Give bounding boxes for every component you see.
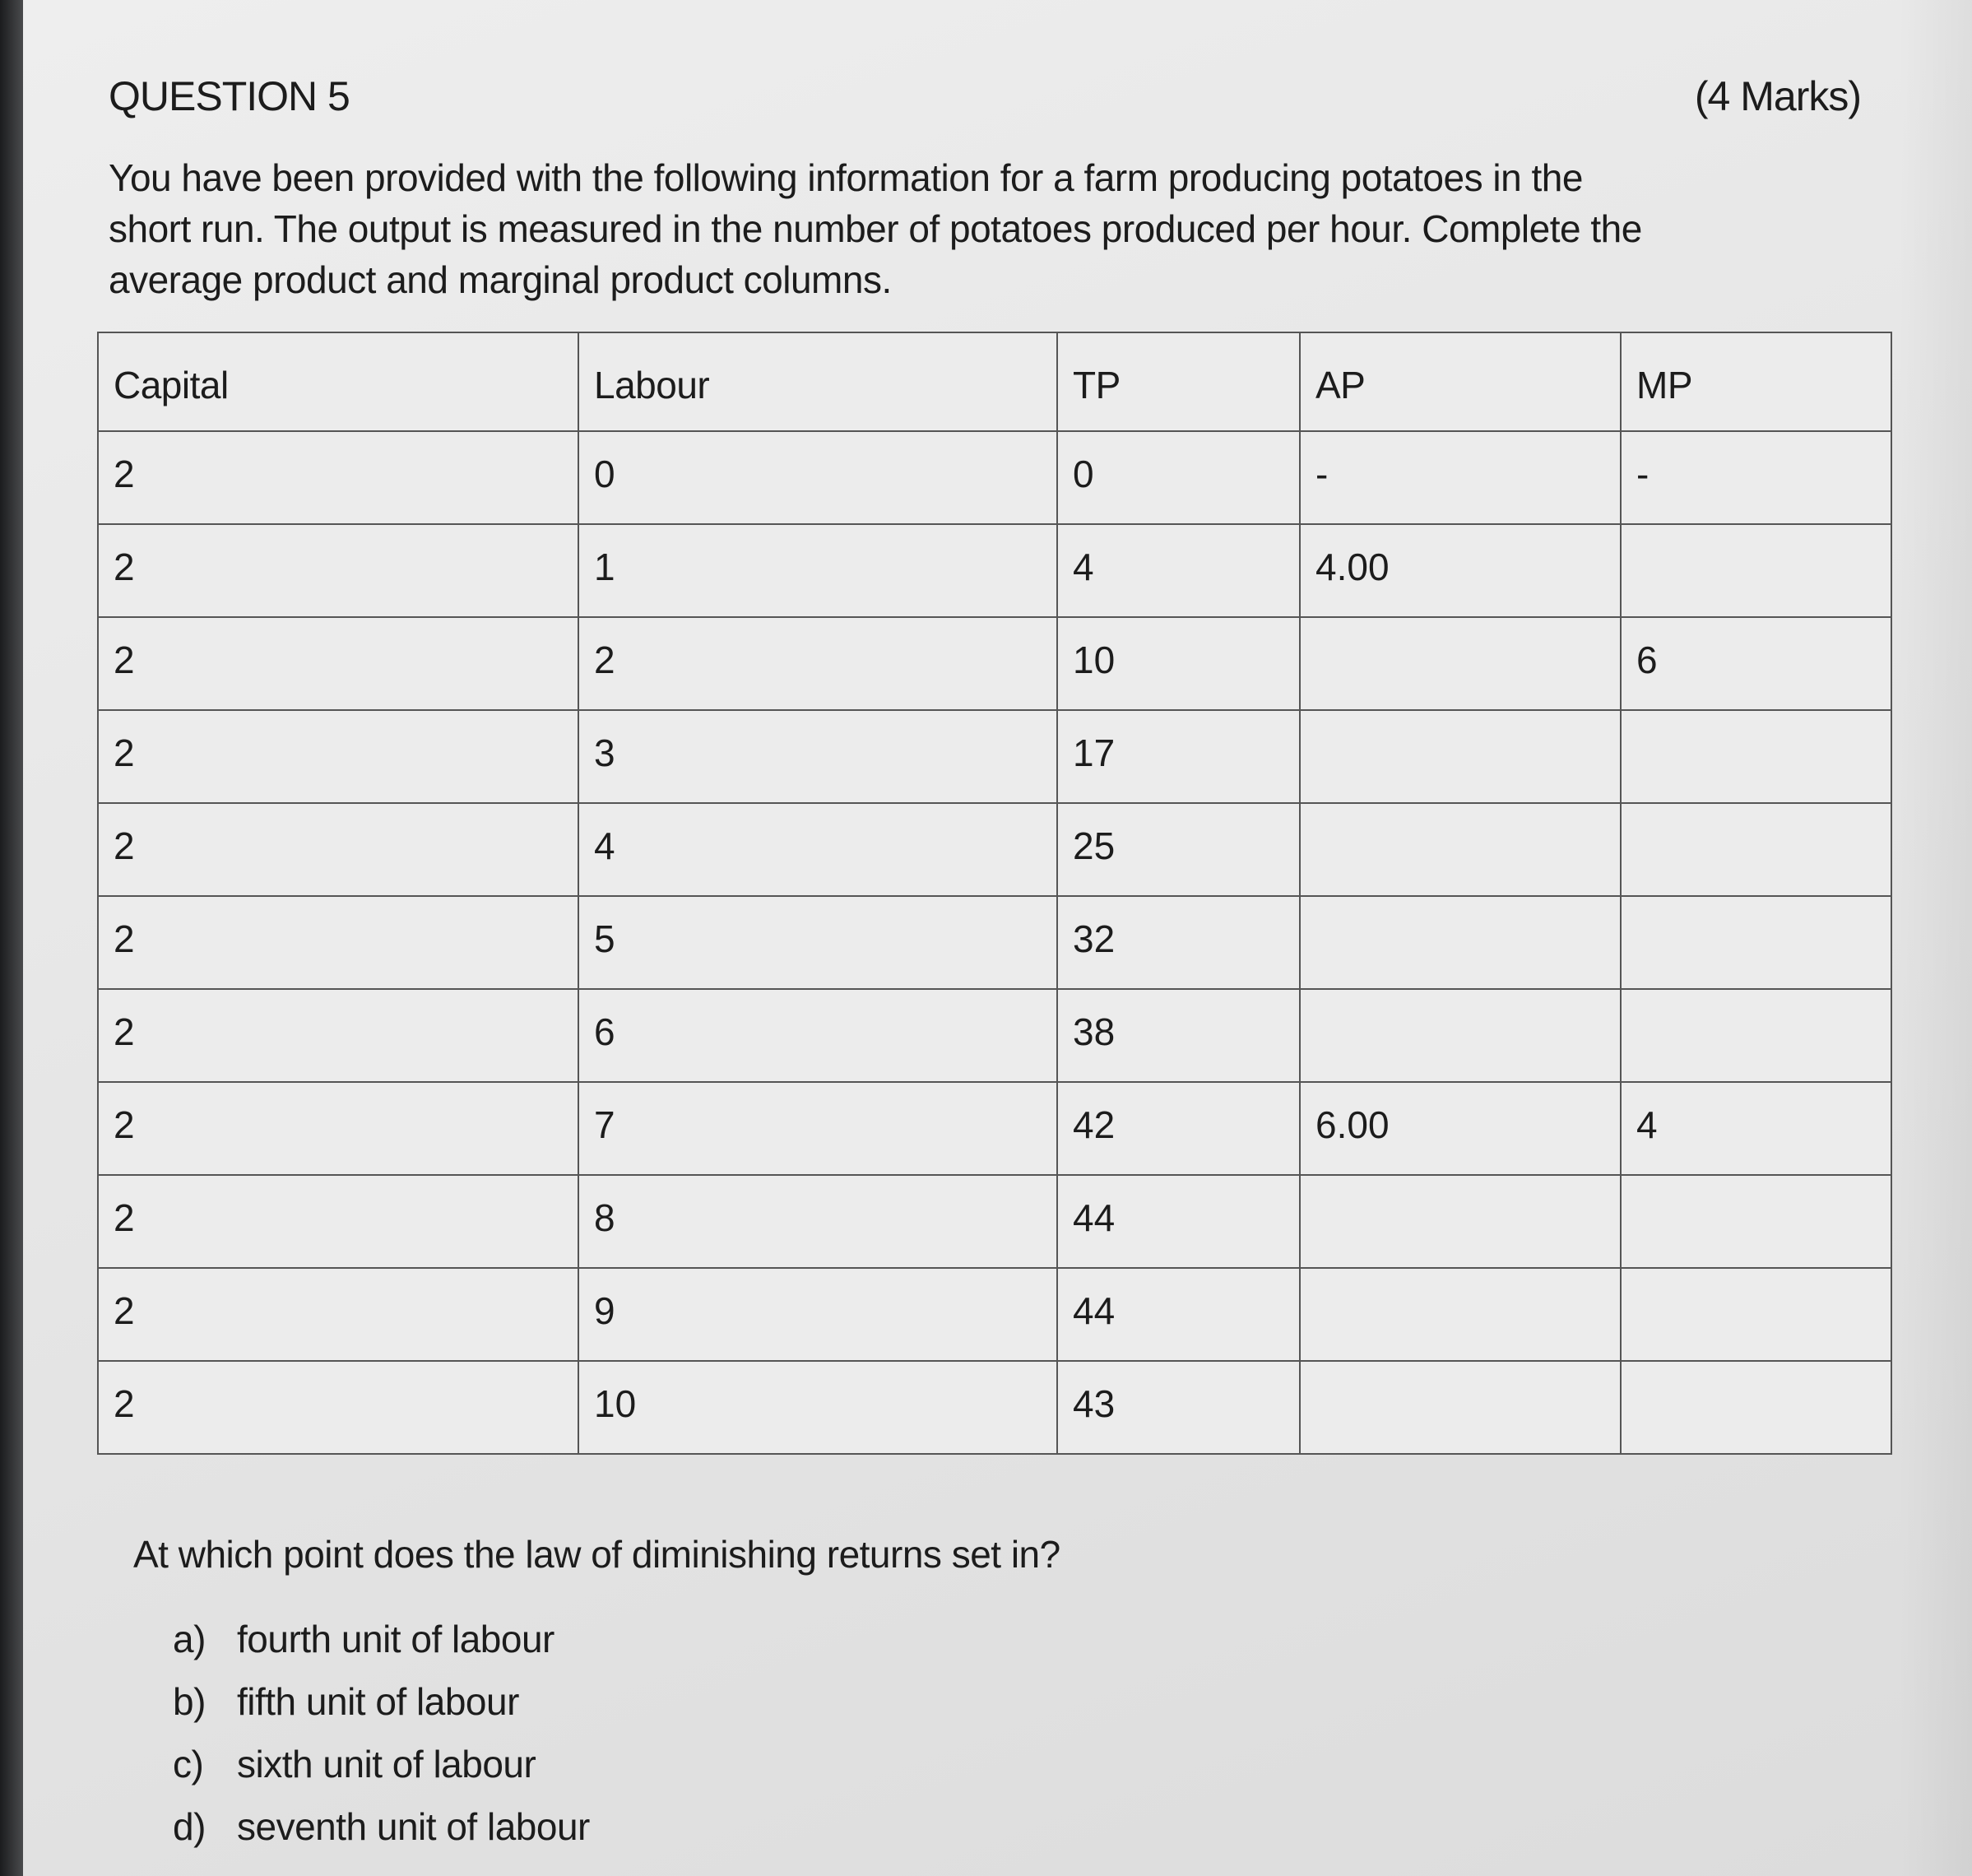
cell-tp: 44 [1057, 1175, 1300, 1268]
cell-tp: 42 [1057, 1082, 1300, 1175]
cell-capital: 2 [98, 1268, 578, 1361]
marks-label: (4 Marks) [1694, 73, 1861, 119]
header-mp: MP [1621, 332, 1891, 431]
cell-mp [1621, 524, 1891, 617]
table-row [98, 617, 1891, 710]
cell-tp: 43 [1057, 1361, 1300, 1454]
cell-mp: - [1621, 431, 1891, 524]
table-header-row [98, 332, 1891, 431]
cell-capital: 2 [98, 803, 578, 896]
cell-capital: 2 [98, 617, 578, 710]
screen-shading [1898, 0, 1972, 1876]
cell-ap [1300, 617, 1621, 710]
option-d[interactable] [173, 1804, 590, 1867]
cell-capital: 2 [98, 989, 578, 1082]
cell-mp [1621, 710, 1891, 803]
header-capital: Capital [98, 332, 578, 431]
cell-capital: 2 [98, 431, 578, 524]
table-row [98, 989, 1891, 1082]
question-intro: You have been provided with the following information for a farm producing potatoes in the short run. The output is measured in the number of potatoes produced per hour. Complete the average product and marginal product columns. [109, 156, 1642, 301]
cell-capital: 2 [98, 524, 578, 617]
answer-options [173, 1617, 590, 1867]
table-row [98, 524, 1891, 617]
option-text: seventh unit of labour [237, 1805, 590, 1848]
option-c[interactable] [173, 1742, 590, 1804]
header-labour: Labour [578, 332, 1057, 431]
table-row [98, 896, 1891, 989]
cell-mp: 6 [1621, 617, 1891, 710]
cell-labour: 9 [578, 1268, 1057, 1361]
cell-capital: 2 [98, 1175, 578, 1268]
cell-labour: 6 [578, 989, 1057, 1082]
cell-tp: 25 [1057, 803, 1300, 896]
header-ap: AP [1300, 332, 1621, 431]
option-b[interactable] [173, 1679, 590, 1742]
cell-labour: 10 [578, 1361, 1057, 1454]
cell-mp [1621, 896, 1891, 989]
cell-ap [1300, 710, 1621, 803]
option-text: fifth unit of labour [237, 1680, 519, 1723]
cell-capital: 2 [98, 1082, 578, 1175]
cell-capital: 2 [98, 896, 578, 989]
cell-tp: 38 [1057, 989, 1300, 1082]
cell-tp: 44 [1057, 1268, 1300, 1361]
cell-tp: 32 [1057, 896, 1300, 989]
option-a[interactable] [173, 1617, 590, 1679]
cell-tp: 17 [1057, 710, 1300, 803]
table-row [98, 431, 1891, 524]
cell-labour: 1 [578, 524, 1057, 617]
cell-labour: 0 [578, 431, 1057, 524]
option-letter: a) [173, 1618, 206, 1660]
cell-labour: 7 [578, 1082, 1057, 1175]
table-row [98, 1175, 1891, 1268]
table-row [98, 1361, 1891, 1454]
cell-mp [1621, 989, 1891, 1082]
option-text: fourth unit of labour [237, 1618, 554, 1660]
header-tp: TP [1057, 332, 1300, 431]
option-letter: c) [173, 1743, 204, 1785]
cell-ap [1300, 989, 1621, 1082]
cell-labour: 3 [578, 710, 1057, 803]
cell-ap [1300, 1361, 1621, 1454]
cell-capital: 2 [98, 710, 578, 803]
option-text: sixth unit of labour [237, 1743, 536, 1785]
cell-ap [1300, 803, 1621, 896]
cell-labour: 5 [578, 896, 1057, 989]
cell-ap [1300, 896, 1621, 989]
table-row [98, 1082, 1891, 1175]
cell-ap: 6.00 [1300, 1082, 1621, 1175]
question-title: QUESTION 5 [109, 73, 350, 119]
cell-tp: 4 [1057, 524, 1300, 617]
screen-bezel [0, 0, 23, 1876]
cell-labour: 4 [578, 803, 1057, 896]
cell-capital: 2 [98, 1361, 578, 1454]
option-letter: b) [173, 1680, 206, 1723]
cell-labour: 2 [578, 617, 1057, 710]
table-row [98, 1268, 1891, 1361]
cell-mp [1621, 1268, 1891, 1361]
question-header [109, 72, 1861, 120]
option-letter: d) [173, 1805, 206, 1848]
cell-ap: 4.00 [1300, 524, 1621, 617]
cell-ap [1300, 1268, 1621, 1361]
production-table [97, 332, 1892, 1455]
cell-mp [1621, 1361, 1891, 1454]
table-row [98, 710, 1891, 803]
cell-tp: 10 [1057, 617, 1300, 710]
cell-mp: 4 [1621, 1082, 1891, 1175]
cell-tp: 0 [1057, 431, 1300, 524]
diminishing-returns-question: At which point does the law of diminishing returns set in? [133, 1533, 1060, 1576]
cell-labour: 8 [578, 1175, 1057, 1268]
cell-ap: - [1300, 431, 1621, 524]
cell-ap [1300, 1175, 1621, 1268]
cell-mp [1621, 1175, 1891, 1268]
table-row [98, 803, 1891, 896]
cell-mp [1621, 803, 1891, 896]
